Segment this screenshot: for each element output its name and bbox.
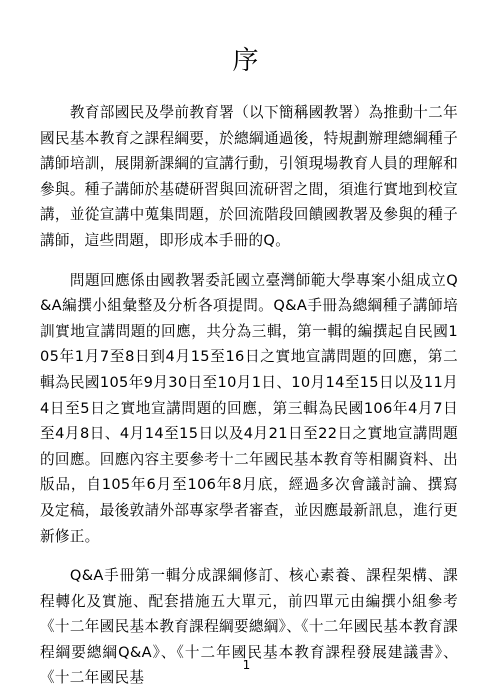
page-number: 1 xyxy=(242,658,251,672)
page-title: 序 xyxy=(232,46,261,76)
body-text xyxy=(40,100,458,691)
paragraph-1: 教育部國民及學前教育署（以下簡稱國教署）為推動十二年國民基本教育之課程綱要，於總綱通過後，特規劃辦理總綱種子講師培訓，展開新課綱的宣講行動，引領現場教育人員的理解和參與。種子講師於基礎研習與回流研習之間，須進行實地到校宣講，並從宣講中蒐集問題，於回流階段回饋國教署及參與的種子講師，這些問題，即形成本手冊的Q。 xyxy=(40,104,458,249)
paragraph-3: Q&A手冊第一輯分成課綱修訂、核心素養、課程架構、課程轉化及實施、配套措施五大單元，前四單元由編撰小組參考《十二年國民基本教育課程綱要總綱》、《十二年國民基本教育課程綱要總綱Q&A》、《十二年國民基本教育課程發展建議書》、《十二年國民基 xyxy=(40,567,458,687)
paragraph-2: 問題回應係由國教署委託國立臺灣師範大學專案小組成立Q&A編撰小組彙整及分析各項提問。Q&A手冊為總綱種子講師培訓實地宣講問題的回應，共分為三輯，第一輯的編撰起自民國105年1月7至8日到4月15至16日之實地宣講問題的回應，第二輯為民國105年9月30日至10月1日、10月14至15日以及11月4日至5日之實地宣講問題的回應，第三輯為民國106年4月7日至4月8日、4月14至15日以及4月21日至22日之實地宣講問題的回應。回應內容主要參考十二年國民基本教育等相關資料、出版品，自105年6月至106年8月底，經過多次會議討論、撰寫及定稿，最後敦請外部專家學者審查，並因應最新訊息，進行更新修正。 xyxy=(40,271,458,545)
